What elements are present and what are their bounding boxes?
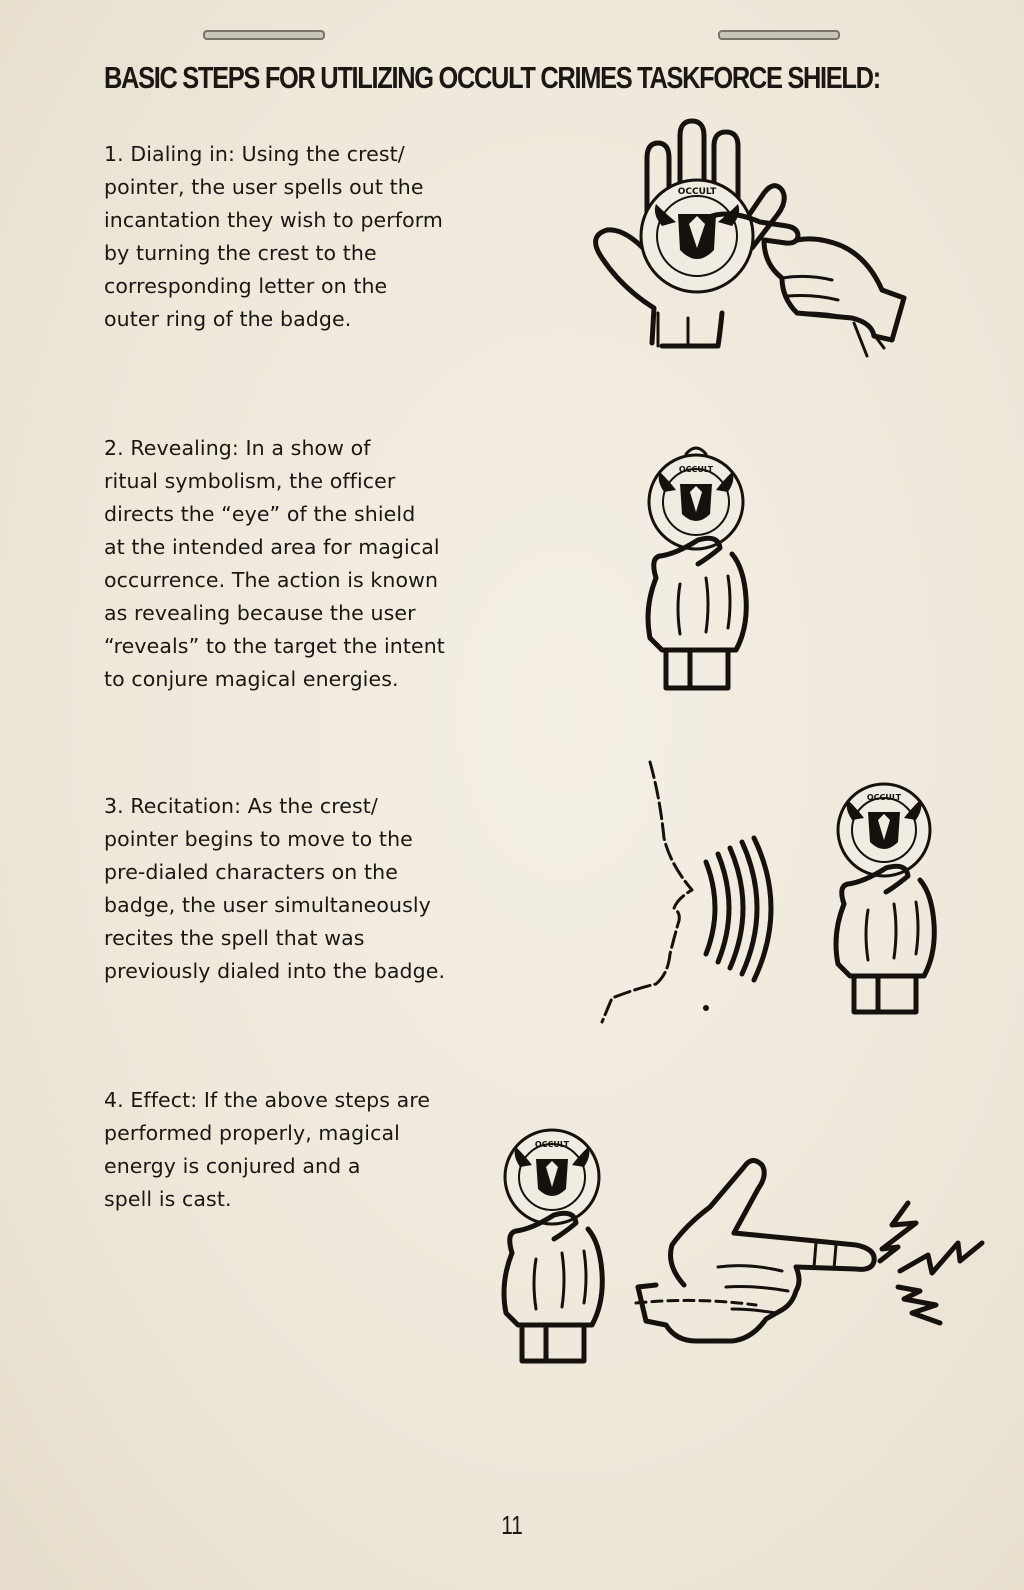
step-line: “reveals” to the target the intent [104,634,445,658]
badge-top-text: OCCULT [677,187,717,197]
step-line: to conjure magical energies. [104,667,399,691]
step-recitation [104,790,474,988]
step-line: pointer, the user spells out the [104,175,424,199]
badge-emblem [641,180,753,292]
step-line: 2. Revealing: In a show of [104,436,371,460]
step-line: ritual symbolism, the officer [104,469,396,493]
badge-emblem [838,784,930,876]
step-line: occurrence. The action is known [104,568,439,592]
step-line: previously dialed into the badge. [104,959,446,983]
step-line: outer ring of the badge. [104,307,352,331]
badge-top-text: OCCULT [678,465,714,474]
staple-right [718,30,840,40]
lightning-bolts [880,1203,982,1323]
step-line: energy is conjured and a [104,1154,361,1178]
step-line: pre-dialed characters on the [104,860,398,884]
page-heading: BASIC STEPS FOR UTILIZING OCCULT CRIMES TASKFORCE SHIELD: [104,60,880,95]
badge-top-text: OCCULT [866,793,902,802]
step-line: by turning the crest to the [104,241,377,265]
step-effect [104,1084,474,1216]
step-line: pointer begins to move to the [104,827,413,851]
step-revealing [104,432,474,696]
step-line: spell is cast. [104,1187,232,1211]
badge-top-text: OCCULT [534,1140,570,1149]
step-line: as revealing because the user [104,601,416,625]
step-dialing-in [104,138,474,336]
open-hand-turning-badge-icon [592,118,912,358]
step-line: 1. Dialing in: Using the crest/ [104,142,405,166]
step-line: badge, the user simultaneously [104,893,431,917]
step-line: 4. Effect: If the above steps are [104,1088,431,1112]
speaking-profile-with-sound-waves-icon [598,758,948,1028]
badge-emblem [649,448,743,549]
step-line: corresponding letter on the [104,274,388,298]
page-number: 11 [501,1510,523,1540]
pointing-hand-with-lightning-icon [496,1115,986,1370]
sound-waves [706,838,771,980]
step-line: at the intended area for magical [104,535,440,559]
step-line: incantation they wish to perform [104,208,443,232]
hand-holding-badge-icon [636,438,756,693]
step-line: directs the “eye” of the shield [104,502,416,526]
badge-emblem [505,1130,599,1224]
step-line: performed properly, magical [104,1121,400,1145]
staple-left [203,30,325,40]
step-line: 3. Recitation: As the crest/ [104,794,378,818]
step-line: recites the spell that was [104,926,365,950]
